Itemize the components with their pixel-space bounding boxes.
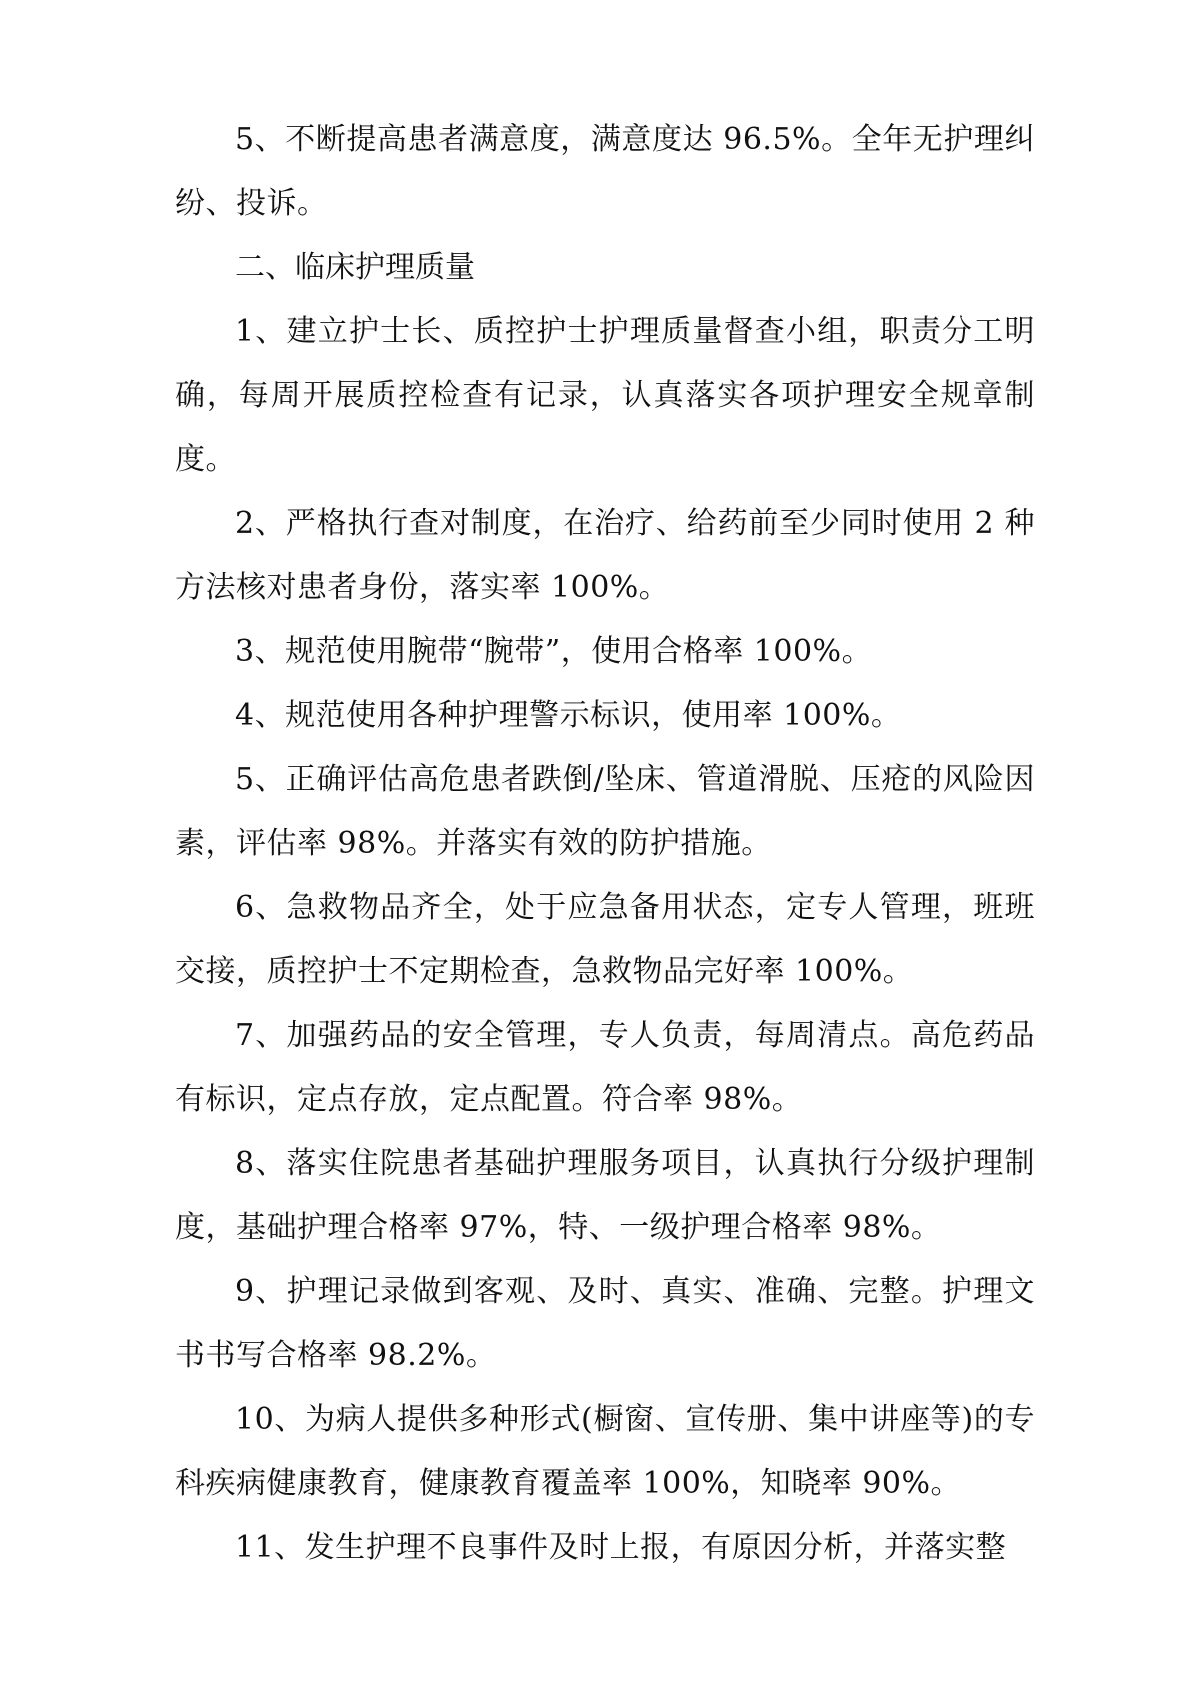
paragraph-item-2: 2、严格执行查对制度，在治疗、给药前至少同时使用 2 种方法核对患者身份，落实率 100%。 — [175, 506, 1035, 605]
paragraph-item-6: 6、急救物品齐全，处于应急备用状态，定专人管理，班班交接，质控护士不定期检查，急救物品完好率 100%。 — [175, 890, 1035, 989]
paragraph-item-7: 7、加强药品的安全管理，专人负责，每周清点。高危药品有标识，定点存放，定点配置。符合率 98%。 — [175, 1018, 1035, 1117]
paragraph-item-8: 8、落实住院患者基础护理服务项目，认真执行分级护理制度，基础护理合格率 97%，特、一级护理合格率 98%。 — [175, 1146, 1035, 1245]
paragraph-item-11: 11、发生护理不良事件及时上报，有原因分析，并落实整 — [235, 1530, 1007, 1565]
paragraph-item-1: 1、建立护士长、质控护士护理质量督查小组，职责分工明确，每周开展质控检查有记录，认真落实各项护理安全规章制度。 — [175, 314, 1035, 477]
paragraph-item-5: 5、正确评估高危患者跌倒/坠床、管道滑脱、压疮的风险因素，评估率 98%。并落实有效的防护措施。 — [175, 762, 1035, 861]
section-heading-clinical-quality: 二、临床护理质量 — [235, 250, 475, 285]
paragraph-item-4: 4、规范使用各种护理警示标识，使用率 100%。 — [235, 698, 902, 733]
paragraph-item-3: 3、规范使用腕带“腕带”，使用合格率 100%。 — [235, 634, 873, 669]
paragraph-item-9: 9、护理记录做到客观、及时、真实、准确、完整。护理文书书写合格率 98.2%。 — [175, 1274, 1035, 1373]
document-page — [175, 108, 1035, 1580]
paragraph-satisfaction: 5、不断提高患者满意度，满意度达 96.5%。全年无护理纠纷、投诉。 — [175, 122, 1035, 221]
paragraph-item-10: 10、为病人提供多种形式(橱窗、宣传册、集中讲座等)的专科疾病健康教育，健康教育覆盖率 100%，知晓率 90%。 — [175, 1402, 1035, 1501]
